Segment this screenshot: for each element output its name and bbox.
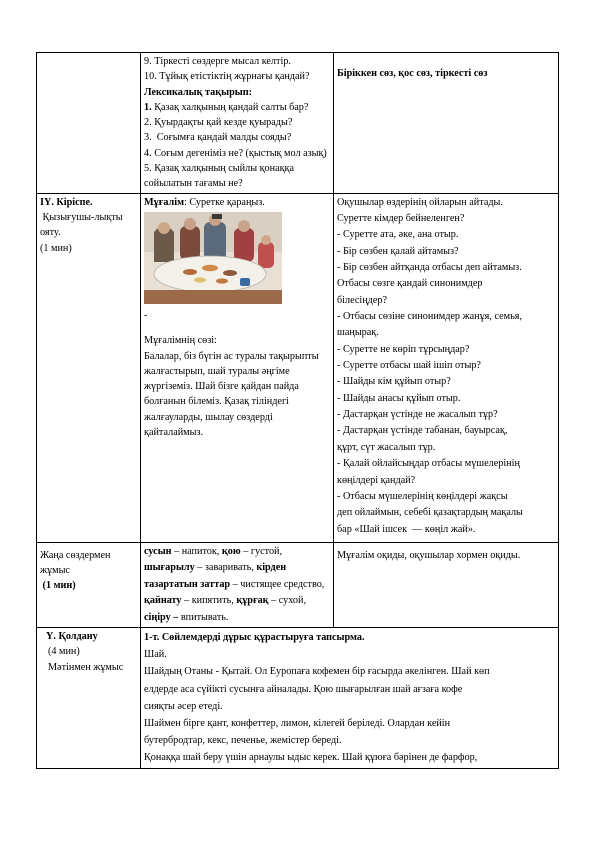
- teacher-speech: Балалар, біз бүгін ас туралы тақырыпты жалғастырып, шай туралы әңгіме жүргіземіз. Шай бізге қайдан пайда болғанын білеміз. Қазақ тіліндегі жалғауларды, шылау сөздерді қайталаймыз.: [144, 350, 319, 439]
- table-row: [37, 542, 559, 627]
- lexical-title: Лексикалық тақырып:: [144, 86, 252, 98]
- stage-cell: [37, 193, 141, 542]
- text-line: елдерде аса сүйікті сусынға айналады. Қою шығарылған шай ағзаға кофе: [144, 683, 463, 695]
- stage-title: ІҮ. Кіріспе.: [40, 196, 93, 208]
- text-work-cell: [141, 627, 559, 768]
- stage-description: Қызығушы-лықты ояту.: [40, 211, 126, 239]
- teacher-instruction: Мұғалім: Суретке қараңыз.: [144, 196, 265, 208]
- text-line: сияқты әсер етеді.: [144, 700, 223, 712]
- student-line: Отбасы сөзге қандай синонимдер: [337, 278, 483, 290]
- text-line: Қонаққа шай беру үшін арнаулы ыдыс керек. Шай құюға бәрінен де фарфор,: [144, 752, 478, 764]
- vocabulary-cell: [141, 542, 334, 627]
- stage-title: Ү. Қолдану: [46, 630, 98, 642]
- lexical-question: 1. Қазақ халқының қандай салты бар?: [144, 101, 309, 113]
- text-line: Шай.: [144, 649, 167, 661]
- vocab-entry: құрғақ – сухой,: [236, 595, 307, 607]
- topic-words: Біріккен сөз, қос сөз, тіркесті сөз: [337, 68, 488, 79]
- lesson-plan-table: [36, 52, 559, 769]
- stage-time: (1 мин): [40, 580, 76, 592]
- student-line: - Суретте отбасы шай ішіп отыр?: [337, 360, 481, 372]
- lexical-question: 3. Соғымға қандай малды сояды?: [144, 132, 292, 144]
- student-line: Суретте кімдер бейнеленген?: [337, 213, 465, 225]
- student-line: - Қалай ойлайсыңдар отбасы мүшелерінің: [337, 458, 520, 470]
- lexical-question: 2. Қуырдақты қай кезде қуырады?: [144, 117, 293, 129]
- student-line: бар «Шай ішсек — көңіл жай».: [337, 523, 476, 535]
- student-line: - Шайды анасы құйып отыр.: [337, 392, 461, 404]
- student-line: - Отбасы сөзіне синонимдер жанұя, семья,: [337, 311, 522, 323]
- student-line: - Суретте ата, әке, ана отыр.: [337, 229, 459, 241]
- text-line: бутербродтар, кекс, печенье, жемістер береді.: [144, 735, 342, 747]
- questions-cell: [141, 53, 334, 194]
- table-row: [37, 53, 559, 194]
- student-line: - Отбасы мүшелерінің көңілдері жақсы: [337, 490, 508, 502]
- dash-marker: -: [144, 309, 148, 321]
- vocab-entry: қайнату – кипятить,: [144, 595, 237, 607]
- question-line: 10. Тұйық етістіктің жұрнағы қандай?: [144, 71, 310, 83]
- student-line: шаңырақ.: [337, 327, 379, 339]
- stage-title: Жаңа сөздермен жұмыс: [40, 549, 111, 577]
- family-tea-picture: [144, 212, 282, 304]
- student-line: - Шайды кім құйып отыр?: [337, 376, 451, 388]
- speech-title: Мұғалімнің сөзі:: [144, 335, 217, 347]
- stage-cell: [37, 627, 141, 768]
- student-line: деп ойлаймын, себебі қазақтардың мақалы: [337, 507, 523, 519]
- student-line: - Дастарқан үстінде табанан, бауырсақ,: [337, 425, 508, 437]
- task-title: 1-т. Сөйлемдерді дұрыс құрастыруға тапсырма.: [144, 631, 365, 643]
- reading-cell: [334, 542, 559, 627]
- student-cell: [334, 193, 559, 542]
- table-row: [37, 193, 559, 542]
- student-line: - Бір сөзбен айтқанда отбасы деп айтамыз.: [337, 262, 522, 274]
- text-line: Шаймен бірге қант, конфеттер, лимон, кілегей беріледі. Олардан кейін: [144, 717, 451, 729]
- table-row: [37, 627, 559, 768]
- student-line: көңілдері қандай?: [337, 474, 416, 486]
- student-line: білесіңдер?: [337, 294, 387, 306]
- stage-cell: [37, 542, 141, 627]
- student-line: - Дастарқан үстінде не жасалып тұр?: [337, 409, 498, 421]
- vocab-entry: сусын – напиток,: [144, 545, 222, 557]
- topic-cell: [334, 53, 559, 194]
- vocab-entry: сіңіру – впитывать.: [144, 611, 229, 623]
- vocab-entry: шығарылу – заваривать,: [144, 562, 257, 574]
- student-line: Оқушылар өздерінің ойларын айтады.: [337, 196, 503, 208]
- stage-cell-empty: [37, 53, 141, 194]
- student-line: құрт, сүт жасалып тұр.: [337, 441, 436, 453]
- reading-instruction: Мұғалім оқиды, оқушылар хормен оқиды.: [337, 549, 521, 561]
- stage-time: (4 мин): [48, 646, 80, 658]
- lexical-question: 5. Қазақ халқының сыйлы қонаққа сойылатын тағамы не?: [144, 163, 295, 190]
- stage-time: (1 мин): [40, 242, 72, 254]
- student-line: - Суретте не көріп тұрсыңдар?: [337, 343, 470, 355]
- teacher-cell: [141, 193, 334, 542]
- stage-description: Мәтінмен жұмыс: [48, 661, 124, 673]
- student-line: - Бір сөзбен қалай айтамыз?: [337, 245, 459, 257]
- lexical-question: 4. Соғым дегеніміз не? (қыстық мол азық): [144, 147, 327, 159]
- vocab-entry: қою – густой,: [221, 545, 283, 557]
- vocab-entry: кірден тазартатын заттар – чистящее средство,: [144, 562, 325, 590]
- text-line: Шайдың Отаны - Қытай. Ол Еуропаға кофемен бір ғасырда әкелінген. Шай көп: [144, 666, 490, 678]
- question-line: 9. Тіркесті сөздерге мысал келтір.: [144, 56, 291, 67]
